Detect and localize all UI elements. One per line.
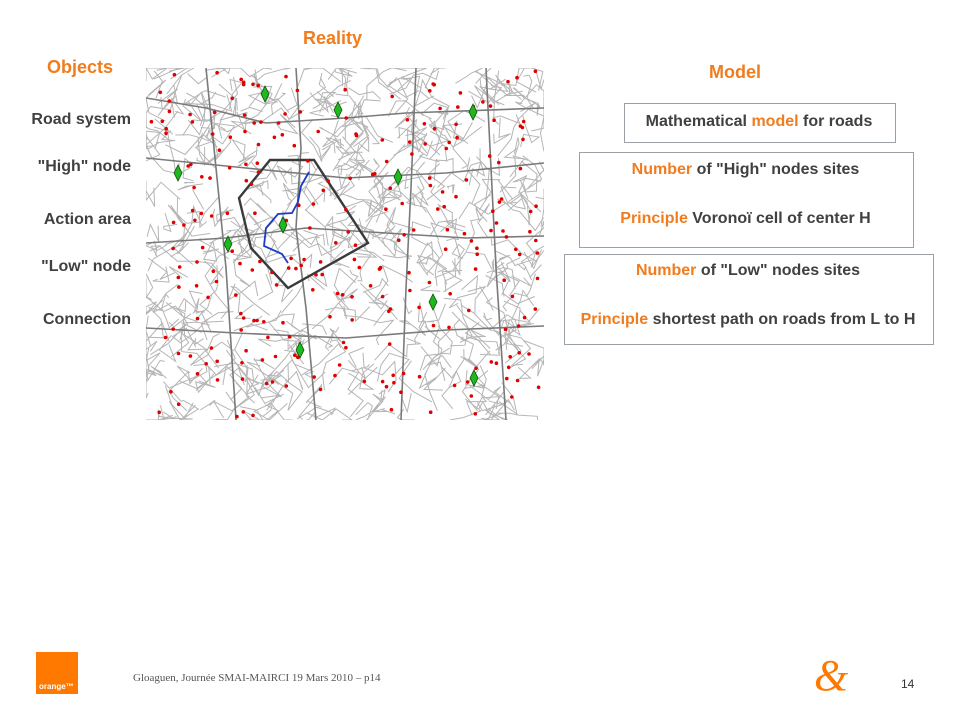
low-node-marker — [498, 200, 502, 204]
low-node-marker — [436, 207, 440, 211]
svg-text:&: & — [814, 651, 849, 698]
low-node-marker — [178, 265, 182, 269]
low-node-marker — [442, 205, 446, 209]
low-node-marker — [369, 284, 373, 288]
model-low-count-text: Number of "Low" nodes sites — [635, 262, 861, 279]
low-node-marker — [517, 324, 521, 328]
object-label-action-area: Action area — [43, 211, 131, 228]
road-network-map — [146, 68, 544, 420]
low-node-marker — [296, 89, 300, 93]
low-node-marker — [433, 127, 437, 131]
low-node-marker — [293, 353, 297, 357]
low-node-marker — [261, 358, 265, 362]
low-node-marker — [241, 377, 245, 381]
low-node-marker — [336, 292, 340, 296]
low-node-marker — [429, 410, 433, 414]
low-node-marker — [363, 380, 367, 384]
low-node-marker — [159, 91, 163, 95]
low-node-marker — [529, 210, 533, 214]
low-node-marker — [447, 326, 451, 330]
low-node-marker — [177, 352, 181, 356]
reality-heading: Reality — [303, 28, 363, 48]
low-node-marker — [397, 238, 401, 242]
low-node-marker — [402, 233, 406, 237]
low-node-marker — [256, 84, 260, 88]
low-node-marker — [423, 122, 427, 126]
low-node-marker — [266, 336, 270, 340]
low-node-marker — [521, 138, 525, 142]
low-node-marker — [536, 251, 540, 255]
low-node-marker — [257, 170, 261, 174]
low-node-marker — [274, 355, 278, 359]
low-node-marker — [228, 166, 232, 170]
low-node-marker — [168, 110, 172, 114]
low-node-marker — [250, 183, 254, 187]
low-node-marker — [275, 283, 279, 287]
low-node-marker — [234, 293, 238, 297]
low-node-marker — [410, 152, 414, 156]
low-node-marker — [200, 175, 204, 179]
model-high-count-text: Number of "High" nodes sites — [631, 161, 860, 178]
model-low-principle-text: Principle shortest path on roads from L to H — [580, 311, 916, 328]
low-node-marker — [508, 355, 512, 359]
low-node-marker — [314, 273, 318, 277]
low-node-marker — [177, 285, 181, 289]
low-node-marker — [502, 278, 506, 282]
low-node-marker — [510, 395, 514, 399]
low-node-marker — [164, 336, 168, 340]
low-node-marker — [319, 260, 323, 264]
low-node-marker — [259, 120, 263, 124]
low-node-marker — [534, 204, 538, 208]
low-node-marker — [177, 276, 181, 280]
low-node-marker — [277, 121, 281, 125]
low-node-marker — [511, 295, 515, 299]
low-node-marker — [212, 269, 216, 273]
low-node-marker — [312, 202, 316, 206]
low-node-marker — [388, 342, 392, 346]
low-node-marker — [412, 228, 416, 232]
low-node-marker — [390, 408, 394, 412]
low-node-marker — [536, 277, 540, 281]
low-node-marker — [239, 312, 243, 316]
low-node-marker — [447, 141, 451, 145]
low-node-marker — [210, 214, 214, 218]
low-node-marker — [157, 411, 161, 415]
low-node-marker — [467, 309, 471, 313]
low-node-marker — [193, 219, 197, 223]
low-node-marker — [489, 104, 493, 108]
low-node-marker — [455, 136, 459, 140]
low-node-marker — [348, 177, 352, 181]
low-node-marker — [287, 266, 291, 270]
low-node-marker — [342, 341, 346, 345]
low-node-marker — [495, 221, 499, 225]
model-roads-text: Mathematical model for roads — [645, 113, 873, 130]
low-node-marker — [475, 252, 479, 256]
low-node-marker — [244, 163, 248, 167]
low-node-marker — [265, 382, 269, 386]
low-node-marker — [354, 132, 358, 136]
low-node-marker — [255, 319, 259, 323]
low-node-marker — [490, 360, 494, 364]
low-node-marker — [215, 280, 219, 284]
low-node-marker — [350, 295, 354, 299]
low-node-marker — [242, 81, 246, 85]
low-node-marker — [327, 179, 331, 183]
low-node-marker — [534, 307, 538, 311]
low-node-marker — [454, 123, 458, 127]
low-node-marker — [239, 328, 243, 332]
low-node-marker — [399, 390, 403, 394]
low-node-marker — [523, 316, 527, 320]
low-node-marker — [505, 377, 509, 381]
low-node-marker — [186, 164, 190, 168]
low-node-marker — [522, 120, 526, 124]
low-node-marker — [432, 324, 436, 328]
low-node-marker — [311, 288, 315, 292]
low-node-marker — [195, 260, 199, 264]
low-node-marker — [293, 144, 297, 148]
low-node-marker — [230, 249, 234, 253]
low-node-marker — [459, 91, 463, 95]
low-node-marker — [316, 130, 320, 134]
low-node-marker — [288, 335, 292, 339]
low-node-marker — [389, 307, 393, 311]
low-node-marker — [515, 76, 519, 80]
low-node-marker — [534, 69, 538, 73]
low-node-marker — [504, 328, 508, 332]
low-node-marker — [334, 241, 338, 245]
low-node-marker — [488, 154, 492, 158]
low-node-marker — [285, 384, 289, 388]
low-node-marker — [213, 111, 217, 115]
low-node-marker — [371, 173, 375, 177]
low-node-marker — [344, 346, 348, 350]
low-node-marker — [299, 264, 303, 268]
low-node-marker — [258, 260, 262, 264]
low-node-marker — [527, 352, 531, 356]
orange-logo-icon: orange™ — [36, 652, 78, 694]
low-node-marker — [418, 375, 422, 379]
low-node-marker — [381, 295, 385, 299]
low-node-marker — [514, 248, 518, 252]
low-node-marker — [501, 229, 505, 233]
low-node-marker — [516, 379, 520, 383]
low-node-marker — [444, 247, 448, 251]
low-node-marker — [492, 118, 496, 122]
low-node-marker — [534, 239, 538, 243]
low-node-marker — [466, 380, 470, 384]
object-label-low-node: "Low" node — [41, 258, 131, 275]
low-node-marker — [171, 327, 175, 331]
low-node-marker — [204, 362, 208, 366]
low-node-marker — [465, 178, 469, 182]
low-node-marker — [344, 116, 348, 120]
low-node-marker — [230, 97, 234, 101]
low-node-marker — [171, 247, 175, 251]
low-node-marker — [238, 262, 242, 266]
low-node-marker — [253, 211, 257, 215]
low-node-marker — [354, 243, 358, 247]
low-node-marker — [196, 317, 200, 321]
low-node-marker — [446, 228, 450, 232]
low-node-marker — [537, 386, 541, 390]
low-node-marker — [470, 394, 474, 398]
low-node-marker — [283, 112, 287, 116]
low-node-marker — [208, 176, 212, 180]
low-node-marker — [252, 121, 256, 125]
low-node-marker — [429, 184, 433, 188]
low-node-marker — [206, 296, 210, 300]
low-node-marker — [431, 82, 435, 86]
low-node-marker — [343, 88, 347, 92]
low-node-marker — [350, 318, 354, 322]
low-node-marker — [389, 186, 393, 190]
low-node-marker — [453, 384, 457, 388]
low-node-marker — [417, 306, 421, 310]
low-node-marker — [257, 143, 261, 147]
low-node-marker — [215, 360, 219, 364]
low-node-marker — [448, 292, 452, 296]
low-node-marker — [226, 212, 230, 216]
low-node-marker — [507, 366, 511, 370]
low-node-marker — [474, 367, 478, 371]
low-node-marker — [338, 363, 342, 367]
low-node-marker — [441, 190, 445, 194]
low-node-marker — [378, 267, 382, 271]
low-node-marker — [423, 142, 427, 146]
low-node-marker — [428, 89, 432, 93]
low-node-marker — [201, 246, 205, 250]
low-node-marker — [169, 390, 173, 394]
low-node-marker — [381, 380, 385, 384]
low-node-marker — [262, 320, 266, 324]
low-node-marker — [164, 131, 168, 135]
low-node-marker — [392, 381, 396, 385]
low-node-marker — [192, 186, 196, 190]
low-node-marker — [251, 268, 255, 272]
low-node-marker — [188, 113, 192, 117]
low-node-marker — [284, 75, 288, 79]
low-node-marker — [239, 78, 243, 82]
low-node-marker — [391, 374, 395, 378]
low-node-marker — [308, 226, 312, 230]
low-node-marker — [519, 167, 523, 171]
low-node-marker — [385, 160, 389, 164]
low-node-marker — [215, 71, 219, 75]
low-node-marker — [475, 246, 479, 250]
low-node-marker — [164, 127, 168, 131]
low-node-marker — [200, 212, 204, 216]
low-node-marker — [319, 388, 323, 392]
low-node-marker — [172, 221, 176, 225]
low-node-marker — [346, 230, 350, 234]
low-node-marker — [385, 385, 389, 389]
low-node-marker — [240, 361, 244, 365]
low-node-marker — [481, 100, 485, 104]
low-node-marker — [390, 95, 394, 99]
low-node-marker — [299, 110, 303, 114]
model-heading: Model — [709, 62, 761, 82]
low-node-marker — [495, 361, 499, 365]
low-node-marker — [491, 209, 495, 213]
low-node-marker — [406, 118, 410, 122]
low-node-marker — [252, 319, 256, 323]
low-node-marker — [322, 189, 326, 193]
low-node-marker — [358, 266, 362, 270]
low-node-marker — [177, 402, 181, 406]
model-high-principle-text: Principle Voronoï cell of center H — [620, 210, 871, 227]
low-node-marker — [281, 321, 285, 325]
low-node-marker — [528, 230, 532, 234]
low-node-marker — [244, 349, 248, 353]
low-node-marker — [506, 80, 510, 84]
ampersand-logo-icon — [808, 650, 856, 698]
low-node-marker — [407, 271, 411, 275]
low-node-marker — [341, 293, 345, 297]
object-label-connection: Connection — [43, 311, 131, 328]
low-node-marker — [281, 133, 285, 137]
low-node-marker — [517, 351, 521, 355]
low-node-marker — [161, 120, 165, 124]
low-node-marker — [428, 281, 432, 285]
low-node-marker — [312, 375, 316, 379]
low-node-marker — [400, 202, 404, 206]
low-node-marker — [489, 229, 493, 233]
low-node-marker — [454, 195, 458, 199]
low-node-marker — [243, 113, 247, 117]
low-node-marker — [384, 207, 388, 211]
low-node-marker — [270, 271, 274, 275]
low-node-marker — [210, 346, 214, 350]
low-node-marker — [245, 179, 249, 183]
low-node-marker — [402, 372, 406, 376]
object-label-high-node: "High" node — [37, 158, 131, 175]
low-node-marker — [456, 105, 460, 109]
low-node-marker — [243, 130, 247, 134]
low-node-marker — [235, 415, 239, 419]
low-node-marker — [438, 107, 442, 111]
low-node-marker — [463, 232, 467, 236]
low-node-marker — [470, 239, 474, 243]
low-node-marker — [428, 176, 432, 180]
low-node-marker — [328, 315, 332, 319]
low-node-marker — [229, 135, 233, 139]
low-node-marker — [251, 83, 255, 87]
low-node-marker — [191, 120, 195, 124]
low-node-marker — [445, 147, 449, 151]
low-node-marker — [273, 136, 277, 140]
low-node-marker — [196, 372, 200, 376]
low-node-marker — [408, 140, 412, 144]
low-node-marker — [242, 316, 246, 320]
footer-citation: Gloaguen, Journée SMAI-MAIRCI 19 Mars 2010 – p14 — [133, 672, 381, 684]
low-node-marker — [302, 258, 306, 262]
low-node-marker — [173, 73, 177, 77]
objects-heading: Objects — [47, 57, 114, 77]
low-node-marker — [497, 161, 501, 165]
page-number: 14 — [901, 677, 915, 691]
low-node-marker — [333, 374, 337, 378]
low-node-marker — [168, 99, 172, 103]
object-label-road-system: Road system — [31, 111, 131, 128]
low-node-marker — [344, 208, 348, 212]
low-node-marker — [271, 380, 275, 384]
low-node-marker — [218, 148, 222, 152]
low-node-marker — [289, 257, 293, 261]
low-node-marker — [216, 378, 220, 382]
low-node-marker — [474, 267, 478, 271]
low-node-marker — [195, 284, 199, 288]
low-node-marker — [251, 414, 255, 418]
low-node-marker — [189, 354, 193, 358]
low-node-marker — [242, 410, 246, 414]
low-node-marker — [182, 223, 186, 227]
low-node-marker — [518, 253, 522, 257]
low-node-marker — [353, 258, 357, 262]
low-node-marker — [381, 138, 385, 142]
low-node-marker — [294, 267, 298, 271]
low-node-marker — [256, 161, 260, 165]
low-node-marker — [297, 203, 301, 207]
low-node-marker — [521, 126, 525, 130]
low-node-marker — [500, 197, 504, 201]
low-node-marker — [150, 120, 154, 124]
low-node-marker — [306, 159, 310, 163]
low-node-marker — [408, 289, 412, 293]
low-node-marker — [505, 235, 509, 239]
low-node-marker — [320, 273, 324, 277]
low-node-marker — [191, 209, 195, 213]
low-node-marker — [474, 412, 478, 416]
low-node-marker — [211, 132, 215, 136]
